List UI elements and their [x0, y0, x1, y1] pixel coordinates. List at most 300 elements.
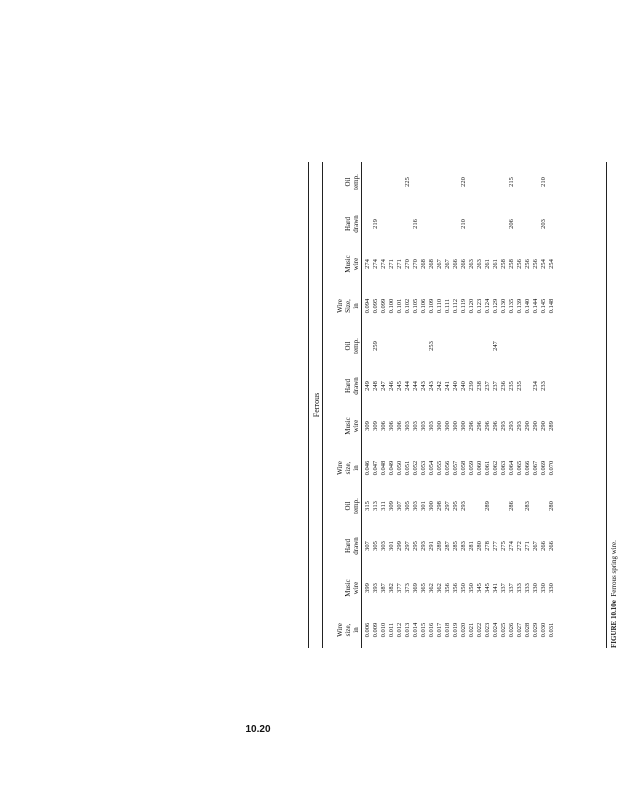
table-cell — [508, 328, 516, 364]
table-cell: 236 — [500, 381, 507, 391]
table-cell — [396, 328, 404, 364]
table-cell: 215 — [508, 177, 515, 187]
table-cell: 369 — [412, 583, 419, 593]
table-cell: 283 — [460, 541, 467, 551]
table-cell — [412, 164, 420, 200]
table-cell: 300 — [436, 421, 443, 431]
table-cell: 216 — [412, 219, 419, 229]
table-cell — [388, 328, 396, 364]
table-cell: 377 — [396, 583, 403, 593]
table-cell: 286 — [508, 501, 515, 511]
table-cell — [548, 206, 556, 242]
table-cell: 303 — [412, 421, 419, 431]
table-cell: 387 — [380, 583, 387, 593]
table-cell: 272 — [516, 541, 523, 551]
table-cell: 313 — [372, 501, 379, 511]
table-cell — [532, 206, 540, 242]
table-cell: 296 — [476, 421, 483, 431]
table-cell: 256 — [516, 259, 523, 269]
table-cell: 253 — [428, 341, 435, 351]
column-header-line: Size, — [344, 299, 352, 313]
group-title: Ferrous — [312, 392, 321, 418]
table-cell: 293 — [508, 421, 515, 431]
table-cell: 280 — [476, 541, 483, 551]
table-cell — [476, 328, 484, 364]
table-cell: 303 — [412, 501, 419, 511]
column-header — [326, 570, 360, 606]
table-cell — [516, 164, 524, 200]
table-cell: 0.023 — [484, 622, 491, 638]
caption-text: Ferrous spring wire. — [610, 540, 618, 597]
table-cell: 315 — [364, 501, 371, 511]
column-header-line: Wire — [336, 461, 344, 475]
table-cell: 235 — [508, 381, 515, 391]
table-cell: 333 — [524, 583, 531, 593]
table-cell: 0.030 — [540, 622, 547, 638]
table-cell: 0.124 — [484, 298, 491, 314]
table-cell: 256 — [524, 259, 531, 269]
table-cell — [548, 368, 556, 404]
table-cell: 241 — [444, 381, 451, 391]
table-cell — [492, 164, 500, 200]
table-column — [364, 246, 556, 282]
table-cell: 297 — [404, 541, 411, 551]
table-cell: 382 — [388, 583, 395, 593]
table-cell: 0.100 — [388, 298, 395, 314]
column-header — [326, 328, 360, 364]
table-cell: 0.102 — [404, 298, 411, 314]
table-cell: 267 — [444, 259, 451, 269]
table-cell: 289 — [484, 501, 491, 511]
table-cell: 290 — [532, 421, 539, 431]
column-header-line: drawn — [352, 537, 360, 555]
table-cell: 0.059 — [468, 460, 475, 476]
table-cell: 345 — [484, 583, 491, 593]
column-header-line: Oil — [344, 501, 352, 511]
table-cell: 0.123 — [476, 298, 483, 314]
table-cell — [428, 164, 436, 200]
table-cell: 293 — [500, 421, 507, 431]
table-cell — [452, 164, 460, 200]
table-cell: 258 — [500, 259, 507, 269]
table-cell: 309 — [388, 501, 395, 511]
table-cell: 0.120 — [468, 298, 475, 314]
table-cell: 287 — [444, 541, 451, 551]
table-cell: 306 — [380, 421, 387, 431]
table-cell: 283 — [524, 501, 531, 511]
column-header-line: Hard — [344, 379, 352, 393]
table-cell — [364, 164, 372, 200]
table-cell: 0.026 — [508, 622, 515, 638]
table-cell: 242 — [436, 381, 443, 391]
table-cell: 300 — [452, 421, 459, 431]
table-cell: 298 — [436, 501, 443, 511]
table-cell — [476, 488, 484, 524]
table-cell — [548, 164, 556, 200]
table-cell: 293 — [460, 501, 467, 511]
table-cell: 238 — [476, 381, 483, 391]
table-cell: 300 — [460, 421, 467, 431]
table-cell: 0.021 — [468, 622, 475, 638]
table-cell: 240 — [460, 381, 467, 391]
table-cell: 0.012 — [396, 622, 403, 638]
table-cell: 278 — [484, 541, 491, 551]
table-cell — [532, 328, 540, 364]
table-cell: 356 — [444, 583, 451, 593]
table-cell: 266 — [460, 259, 467, 269]
column-header-line: Hard — [344, 217, 352, 231]
table-cell: 0.145 — [540, 298, 547, 314]
table-cell: 235 — [516, 381, 523, 391]
table-cell: 306 — [388, 421, 395, 431]
table-cell: 0.050 — [396, 460, 403, 476]
column-header-line: Oil — [344, 341, 352, 351]
table-cell: 0.110 — [436, 298, 443, 314]
table-cell: 267 — [436, 259, 443, 269]
table-cell: 290 — [540, 421, 547, 431]
table-cell: 274 — [364, 259, 371, 269]
table-cell: 263 — [468, 259, 475, 269]
table-cell: 350 — [468, 583, 475, 593]
table-cell: 266 — [452, 259, 459, 269]
table-cell — [372, 164, 380, 200]
table-cell: 291 — [428, 541, 435, 551]
table-cell: 0.024 — [492, 622, 499, 638]
column-header-line: Wire — [336, 299, 344, 313]
table-cell — [484, 164, 492, 200]
table-cell: 0.119 — [460, 298, 467, 314]
table-cell: 301 — [420, 501, 427, 511]
table-cell — [364, 328, 372, 364]
table-cell: 280 — [548, 501, 555, 511]
table-cell — [412, 328, 420, 364]
table-cell — [452, 206, 460, 242]
table-cell: 0.027 — [516, 622, 523, 638]
column-header — [326, 528, 360, 564]
table-cell: 0.010 — [380, 622, 387, 638]
table-cell: 275 — [500, 541, 507, 551]
column-header-line: Hard — [344, 539, 352, 553]
table-column — [364, 450, 556, 486]
page-number: 10.20 — [245, 724, 271, 735]
table-cell: 296 — [484, 421, 491, 431]
column-header-line: Music — [344, 417, 352, 435]
table-cell: 244 — [404, 381, 411, 391]
table-cell: 0.051 — [404, 460, 411, 476]
table-cell: 0.020 — [460, 622, 467, 638]
table-cell: 267 — [532, 541, 539, 551]
table-cell: 270 — [404, 259, 411, 269]
table-cell: 254 — [540, 259, 547, 269]
table-cell: 299 — [396, 541, 403, 551]
table-cell: 0.058 — [460, 460, 467, 476]
table-cell — [492, 206, 500, 242]
table-cell: 307 — [396, 501, 403, 511]
table-bottom-rule — [606, 162, 607, 648]
table-cell: 330 — [540, 583, 547, 593]
table-cell: 0.105 — [412, 298, 419, 314]
table-cell — [428, 206, 436, 242]
table-cell: 243 — [420, 381, 427, 391]
table-cell: 210 — [540, 177, 547, 187]
table-cell — [540, 488, 548, 524]
table-cell — [364, 206, 372, 242]
table-cell: 365 — [420, 583, 427, 593]
table-cell: 268 — [428, 259, 435, 269]
table-cell — [396, 164, 404, 200]
column-header-line: Music — [344, 579, 352, 597]
table-cell: 0.070 — [548, 460, 555, 476]
table-cell: 0.028 — [524, 622, 531, 638]
table-cell: 0.144 — [532, 298, 539, 314]
table-cell — [484, 328, 492, 364]
table-cell: 261 — [484, 259, 491, 269]
column-header-line: Music — [344, 255, 352, 273]
table-cell — [524, 368, 532, 404]
column-header-line: drawn — [352, 377, 360, 395]
column-header-line: temp. — [352, 498, 360, 514]
table-cell: 0.130 — [500, 298, 507, 314]
table-cell — [500, 328, 508, 364]
table-cell — [380, 164, 388, 200]
table-cell — [452, 328, 460, 364]
table-cell: 0.069 — [540, 460, 547, 476]
table-cell: 274 — [372, 259, 379, 269]
table-cell: 0.099 — [380, 298, 387, 314]
table-cell — [444, 328, 452, 364]
table-cell: 277 — [492, 541, 499, 551]
table-column — [364, 408, 556, 444]
group-rule — [322, 162, 323, 648]
table-cell: 271 — [396, 259, 403, 269]
table-cell: 0.129 — [492, 298, 499, 314]
table-cell: 0.109 — [428, 298, 435, 314]
table-cell: 300 — [444, 421, 451, 431]
table-cell: 301 — [388, 541, 395, 551]
table-cell: 271 — [388, 259, 395, 269]
column-header-line: size, — [344, 623, 352, 637]
table-cell: 0.148 — [548, 298, 555, 314]
table-cell: 0.112 — [452, 298, 459, 314]
column-header-line: wire — [352, 257, 360, 271]
column-header — [326, 612, 360, 648]
table-cell: 249 — [364, 381, 371, 391]
table-cell — [524, 164, 532, 200]
table-cell: 0.061 — [484, 460, 491, 476]
table-cell: 0.106 — [420, 298, 427, 314]
column-header-line: drawn — [352, 215, 360, 233]
table-cell: 293 — [516, 421, 523, 431]
table-cell — [396, 206, 404, 242]
table-cell: 305 — [372, 541, 379, 551]
table-cell — [524, 328, 532, 364]
table-cell — [436, 328, 444, 364]
table-cell: 393 — [372, 583, 379, 593]
table-cell — [436, 164, 444, 200]
table-column — [364, 612, 556, 648]
table-cell: 243 — [428, 381, 435, 391]
table-cell: 295 — [412, 541, 419, 551]
table-cell: 0.139 — [516, 298, 523, 314]
table-cell: 0.006 — [364, 622, 371, 638]
table-cell: 0.053 — [420, 460, 427, 476]
table-cell: 0.015 — [420, 622, 427, 638]
table-cell: 311 — [380, 501, 387, 511]
table-cell: 295 — [452, 501, 459, 511]
table-cell — [548, 328, 556, 364]
column-header-line: in — [352, 303, 360, 309]
table-cell: 274 — [508, 541, 515, 551]
table-cell: 330 — [548, 583, 555, 593]
table-cell: 258 — [508, 259, 515, 269]
table-cell: 225 — [404, 177, 411, 187]
table-cell: 0.062 — [492, 460, 499, 476]
table-cell — [404, 328, 412, 364]
table-cell: 247 — [380, 381, 387, 391]
table-cell — [516, 206, 524, 242]
column-header-line: wire — [352, 581, 360, 595]
rotated-table — [312, 104, 618, 648]
table-cell: 270 — [412, 259, 419, 269]
table-cell: 281 — [468, 541, 475, 551]
table-cell — [380, 206, 388, 242]
table-cell: 0.011 — [388, 622, 395, 638]
table-cell — [436, 206, 444, 242]
table-cell: 362 — [428, 583, 435, 593]
table-cell: 0.016 — [428, 622, 435, 638]
table-cell — [468, 488, 476, 524]
table-cell: 356 — [452, 583, 459, 593]
table-cell: 0.054 — [428, 460, 435, 476]
table-cell: 244 — [412, 381, 419, 391]
table-cell — [484, 206, 492, 242]
table-column — [364, 206, 556, 242]
table-cell: 0.009 — [372, 622, 379, 638]
table-cell: 247 — [492, 341, 499, 351]
table-cell: 296 — [468, 421, 475, 431]
column-header-line: Oil — [344, 177, 352, 187]
figure-caption — [610, 540, 618, 648]
table-cell: 337 — [500, 583, 507, 593]
table-cell — [476, 164, 484, 200]
column-header — [326, 450, 360, 486]
table-cell — [500, 164, 508, 200]
table-cell: 341 — [492, 583, 499, 593]
table-cell: 245 — [396, 381, 403, 391]
table-cell: 266 — [548, 541, 555, 551]
table-cell: 0.046 — [364, 460, 371, 476]
table-cell: 337 — [508, 583, 515, 593]
table-cell — [388, 164, 396, 200]
table-cell: 362 — [436, 583, 443, 593]
table-cell: 0.022 — [476, 622, 483, 638]
table-cell: 0.052 — [412, 460, 419, 476]
table-cell: 0.095 — [372, 298, 379, 314]
table-cell — [540, 328, 548, 364]
table-cell: 0.060 — [476, 460, 483, 476]
table-cell: 271 — [524, 541, 531, 551]
table-cell: 0.063 — [500, 460, 507, 476]
table-cell — [500, 206, 508, 242]
table-cell: 220 — [460, 177, 467, 187]
table-cell — [468, 328, 476, 364]
table-cell: 303 — [420, 421, 427, 431]
table-cell: 290 — [524, 421, 531, 431]
table-cell: 0.064 — [508, 460, 515, 476]
table-cell: 399 — [364, 583, 371, 593]
table-cell — [460, 328, 468, 364]
table-cell: 0.057 — [452, 460, 459, 476]
table-cell: 0.013 — [404, 622, 411, 638]
table-cell — [500, 488, 508, 524]
table-cell — [420, 328, 428, 364]
table-cell: 285 — [452, 541, 459, 551]
table-cell: 266 — [540, 541, 547, 551]
table-cell — [492, 488, 500, 524]
table-cell: 239 — [468, 381, 475, 391]
column-header — [326, 368, 360, 404]
table-cell: 303 — [428, 421, 435, 431]
table-cell: 373 — [404, 583, 411, 593]
table-cell: 0.055 — [436, 460, 443, 476]
table-cell: 303 — [404, 421, 411, 431]
column-header — [326, 246, 360, 282]
table-cell: 0.029 — [532, 622, 539, 638]
table-cell: 305 — [404, 501, 411, 511]
table-cell — [468, 206, 476, 242]
table-cell — [420, 206, 428, 242]
table-cell: 309 — [372, 421, 379, 431]
table-cell: 289 — [548, 421, 555, 431]
table-cell: 0.047 — [372, 460, 379, 476]
table-cell: 256 — [532, 259, 539, 269]
column-header — [326, 206, 360, 242]
table-cell: 0.025 — [500, 622, 507, 638]
table-cell: 0.014 — [412, 622, 419, 638]
column-header-line: Wire — [336, 623, 344, 637]
table-cell — [468, 164, 476, 200]
table-cell: 333 — [516, 583, 523, 593]
table-cell: 330 — [532, 583, 539, 593]
table-cell — [380, 328, 388, 364]
column-header-line: wire — [352, 419, 360, 433]
table-cell: 303 — [380, 541, 387, 551]
table-cell: 0.049 — [388, 460, 395, 476]
table-cell: 274 — [380, 259, 387, 269]
table-cell: 254 — [548, 259, 555, 269]
table-cell: 0.067 — [532, 460, 539, 476]
table-cell — [388, 206, 396, 242]
column-header-line: temp. — [352, 174, 360, 190]
column-header-line: size, — [344, 461, 352, 475]
column-header-line: in — [352, 465, 360, 471]
table-cell: 219 — [372, 219, 379, 229]
table-column — [364, 368, 556, 404]
table-cell: 0.135 — [508, 298, 515, 314]
table-column — [364, 164, 556, 200]
table-column — [364, 488, 556, 524]
table-cell: 203 — [540, 219, 547, 229]
column-header — [326, 488, 360, 524]
table-column — [364, 328, 556, 364]
table-cell — [404, 206, 412, 242]
table-cell: 240 — [452, 381, 459, 391]
column-header — [326, 288, 360, 324]
table-cell — [532, 164, 540, 200]
table-cell: 261 — [492, 259, 499, 269]
table-cell: 233 — [540, 381, 547, 391]
table-cell — [516, 488, 524, 524]
